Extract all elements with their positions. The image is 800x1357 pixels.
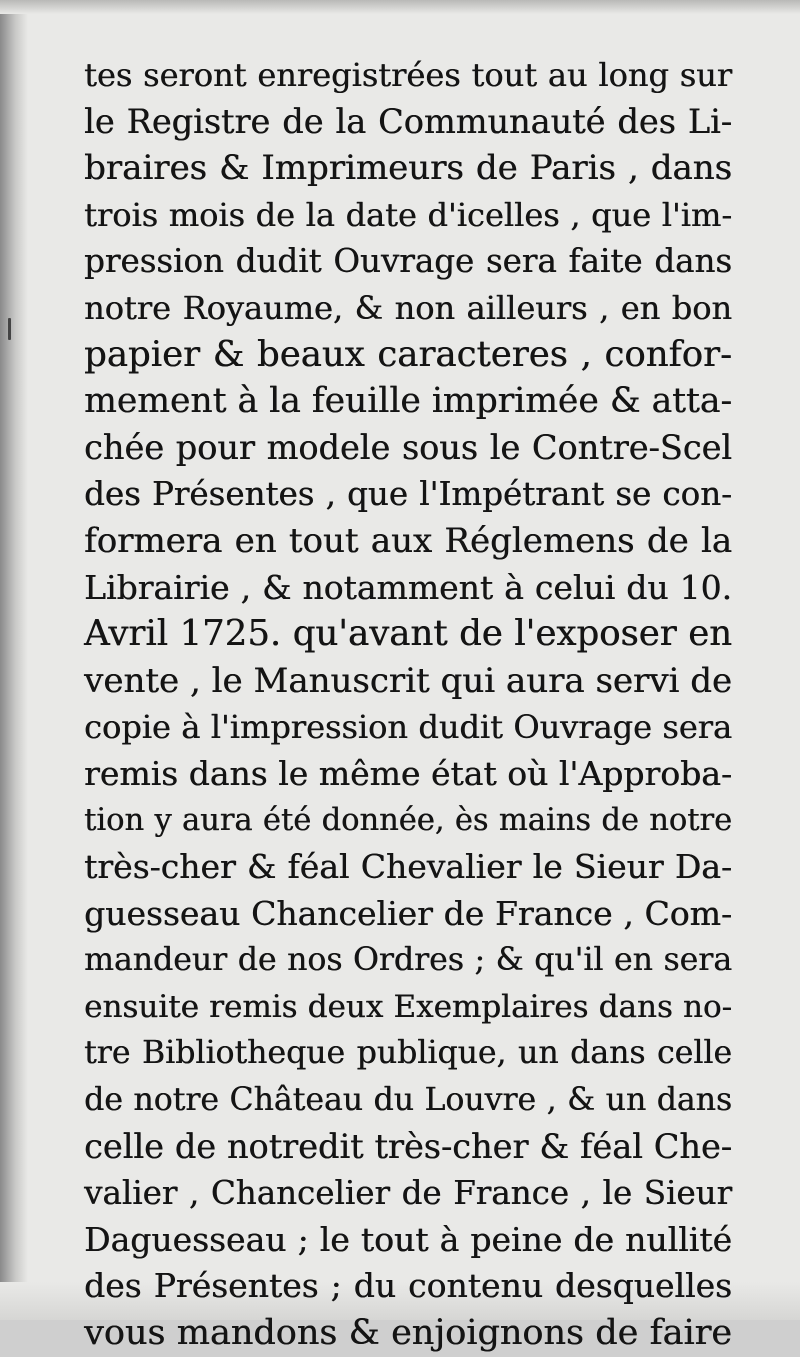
text-line: des Présentes ; du contenu desquelles: [84, 1266, 732, 1306]
text-line: mement à la feuille imprimée & atta-: [84, 381, 732, 422]
text-line: tion y aura été donnée, ès mains de notre: [84, 802, 732, 838]
text-line: remis dans le même état où l'Approba-: [84, 753, 732, 793]
text-line: valier , Chancelier de France , le Sieur: [84, 1174, 732, 1213]
text-line: Daguesseau ; le tout à peine de nullité: [84, 1219, 732, 1259]
text-line: Librairie , & notamment à celui du 10.: [84, 567, 732, 607]
text-line: celle de notredit très-cher & féal Che-: [84, 1126, 732, 1166]
text-line: chée pour modele sous le Contre-Scel: [84, 427, 732, 467]
text-line: mandeur de nos Ordres ; & qu'il en sera: [84, 942, 732, 979]
text-line: notre Royaume, & non ailleurs , en bon: [84, 288, 732, 327]
text-line: pression dudit Ouvrage sera faite dans: [84, 242, 732, 281]
text-line: le Registre de la Communauté des Li-: [84, 101, 732, 141]
text-line: Avril 1725. qu'avant de l'exposer en: [84, 613, 732, 655]
text-line: très-cher & féal Chevalier le Sieur Da-: [84, 847, 732, 887]
text-line: ensuite remis deux Exemplaires dans no-: [84, 988, 732, 1025]
text-line: de notre Château du Louvre , & un dans: [84, 1082, 732, 1119]
margin-ink-mark: [8, 318, 11, 340]
text-line: formera en tout aux Réglemens de la: [84, 520, 732, 561]
text-line: braires & Imprimeurs de Paris , dans: [84, 148, 732, 189]
text-line: papier & beaux caracteres , confor-: [84, 333, 732, 375]
text-line: tes seront enregistrées tout au long sur: [84, 56, 732, 94]
text-line: vous mandons & enjoignons de faire: [84, 1313, 732, 1354]
top-edge-shadow: [0, 0, 800, 14]
text-line: guesseau Chancelier de France , Com-: [84, 893, 732, 933]
text-line: copie à l'impression dudit Ouvrage sera: [84, 708, 732, 747]
text-line: des Présentes , que l'Impétrant se con-: [84, 475, 732, 514]
body-text: [84, 52, 732, 1357]
text-line: tre Bibliotheque publique, un dans celle: [84, 1035, 732, 1072]
text-line: trois mois de la date d'icelles , que l'im-: [84, 195, 732, 234]
binding-gutter-shadow: [0, 0, 28, 1320]
text-line: vente , le Manuscrit qui aura servi de: [84, 660, 732, 701]
